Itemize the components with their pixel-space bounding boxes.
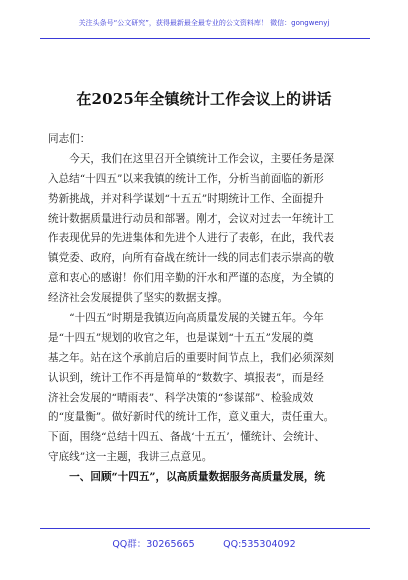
header-note: 关注头条号“公文研究”，获得最新最全最专业的公文资料库！ 微信：gongwenyj [78,19,330,27]
paragraph-line: 今天，我们在这里召开全镇统计工作会议，主要任务是深 [48,152,335,165]
document-title: 在2025年全镇统计工作会议上的讲话 [76,90,332,108]
header-divider [40,38,370,39]
footer-contact: QQ群：30265665 QQ:535304092 [112,539,296,550]
paragraph-line: 济社会发展的“晴雨表”、科学决策的“参谋部”、检验成效 [48,391,314,404]
paragraph-line: 意和衷心的感谢！你们用辛勤的汗水和严谨的态度，为全镇的 [48,272,335,285]
salutation-line: 同志们： [48,133,91,145]
paragraph-line: 统计数据质量进行动员和部署。刚才，会议对过去一年统计工 [48,212,335,225]
footer-divider [40,528,370,529]
paragraph-line: 是“十四五”规划的收官之年，也是谋划“十五五”发展的奠 [48,331,314,344]
document-body [48,130,366,488]
paragraph-line: 基之年。站在这个承前启后的重要时间节点上，我们必须深刻 [48,351,335,364]
section-heading: 一、回顾“十四五”，以高质量数据服务高质量发展，统 [48,471,326,484]
paragraph-line: 守底线”这一主题，我讲三点意见。 [48,451,213,464]
paragraph-line: “十四五”时期是我镇迈向高质量发展的关键五年。今年 [48,312,324,325]
paragraph-line: 下面，围绕“总结十四五、备战‘十五五’，懂统计、会统计、 [48,431,325,444]
paragraph-line: 势新挑战，并对科学谋划“十五五”时期统计工作、全面提升 [48,192,324,205]
paragraph-line: 认识到，统计工作不再是简单的“数数字、填报表”，而是经 [48,371,324,384]
paragraph-line: 的“度量衡”。做好新时代的统计工作，意义重大，责任重大。 [48,411,335,424]
paragraph-line: 经济社会发展提供了坚实的数据支撑。 [48,292,229,305]
paragraph-line: 作表现优异的先进集体和先进个人进行了表彰，在此，我代表 [48,232,335,245]
paragraph-line: 入总结“十四五”以来我镇的统计工作，分析当前面临的新形 [48,172,324,185]
paragraph-line: 镇党委、政府，向所有奋战在统计一线的同志们表示崇高的敬 [48,252,335,265]
